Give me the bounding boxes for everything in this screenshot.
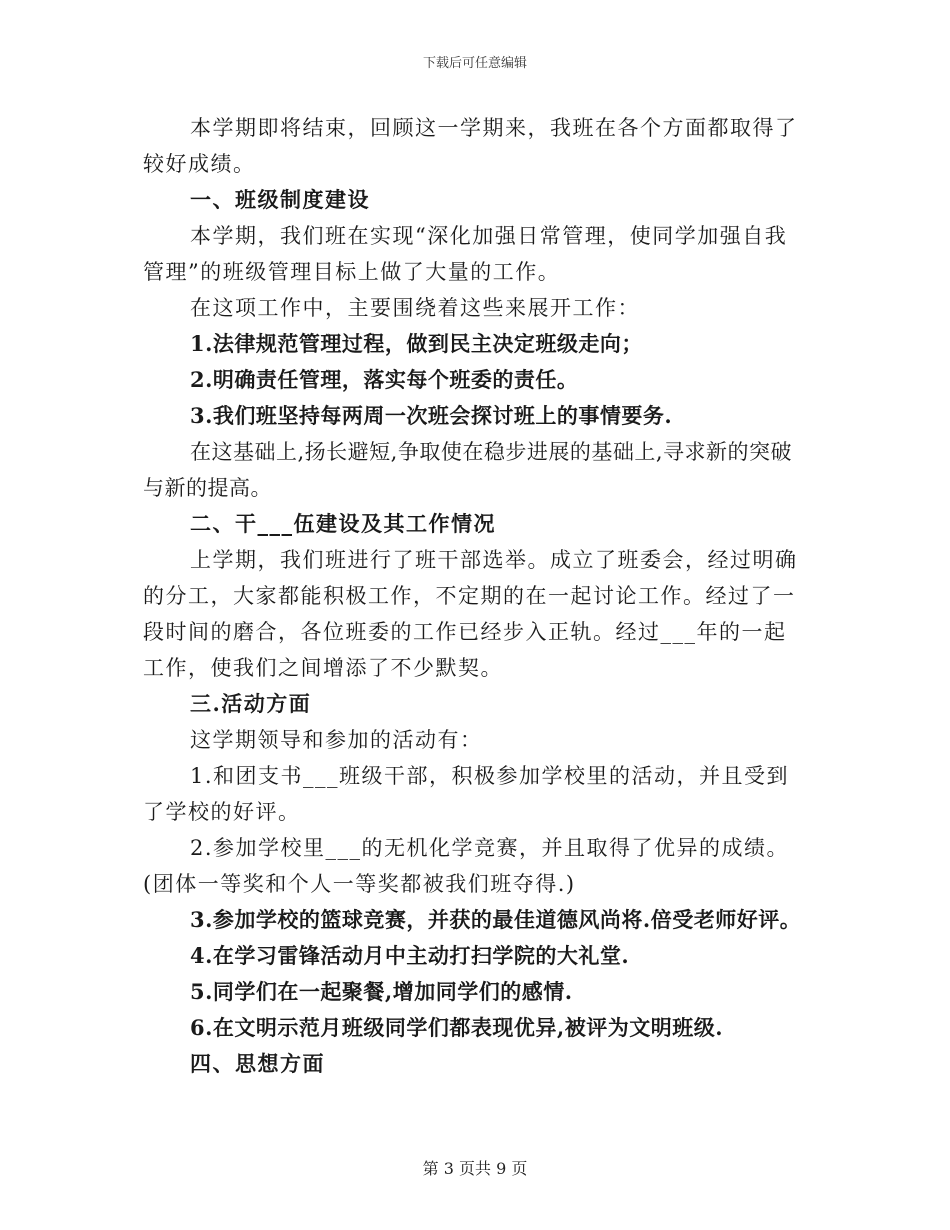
page-footer: 第 3 页共 9 页 bbox=[422, 1159, 528, 1178]
bold-list-item: 4.在学习雷锋活动月中主动打扫学院的大礼堂. bbox=[190, 943, 630, 968]
paragraph: 在这项工作中，主要围绕着这些来展开工作： bbox=[190, 296, 640, 320]
document-body bbox=[143, 110, 808, 1082]
page-header: 下载后可任意编辑 bbox=[422, 56, 527, 71]
bold-list-item: 2.明确责任管理，落实每个班委的责任。 bbox=[190, 367, 579, 392]
bold-list-item: 1.法律规范管理过程，做到民主决定班级走向； bbox=[190, 331, 643, 356]
bold-list-item: 3.我们班坚持每两周一次班会探讨班上的事情要务. bbox=[190, 403, 673, 428]
list-item: 2.参加学校里___的无机化学竞赛，并且取得了优异的成绩。(团体一等奖和个人一等奖都被我们班夺得.) bbox=[143, 836, 790, 896]
section-heading-4: 四、思想方面 bbox=[190, 1051, 325, 1076]
section-heading-1: 一、班级制度建设 bbox=[190, 187, 370, 212]
section-heading-2: 二、干___伍建设及其工作情况 bbox=[190, 511, 496, 536]
bold-list-item: 3.参加学校的篮球竞赛，并获的最佳道德风尚将.倍受老师好评。 bbox=[190, 907, 802, 932]
paragraph: 本学期，我们班在实现“深化加强日常管理，使同学加强自我管理”的班级管理目标上做了大量的工作。 bbox=[143, 224, 788, 284]
paragraph: 上学期，我们班进行了班干部选举。成立了班委会，经过明确的分工，大家都能积极工作，不定期的在一起讨论工作。经过了一段时间的磨合，各位班委的工作已经步入正轨。经过___年的一起工作，使我们之间增添了不少默契。 bbox=[143, 548, 798, 680]
intro-paragraph: 本学期即将结束，回顾这一学期来，我班在各个方面都取得了较好成绩。 bbox=[143, 116, 798, 176]
bold-list-item: 5.同学们在一起聚餐,增加同学们的感情. bbox=[190, 979, 573, 1004]
bold-list-item: 6.在文明示范月班级同学们都表现优异,被评为文明班级. bbox=[190, 1015, 724, 1040]
section-heading-3: 三.活动方面 bbox=[190, 691, 312, 716]
list-item: 1.和团支书___班级干部，积极参加学校里的活动，并且受到了学校的好评。 bbox=[143, 764, 790, 824]
paragraph: 这学期领导和参加的活动有： bbox=[190, 728, 483, 752]
paragraph: 在这基础上,扬长避短,争取使在稳步进展的基础上,寻求新的突破与新的提高。 bbox=[143, 440, 793, 500]
